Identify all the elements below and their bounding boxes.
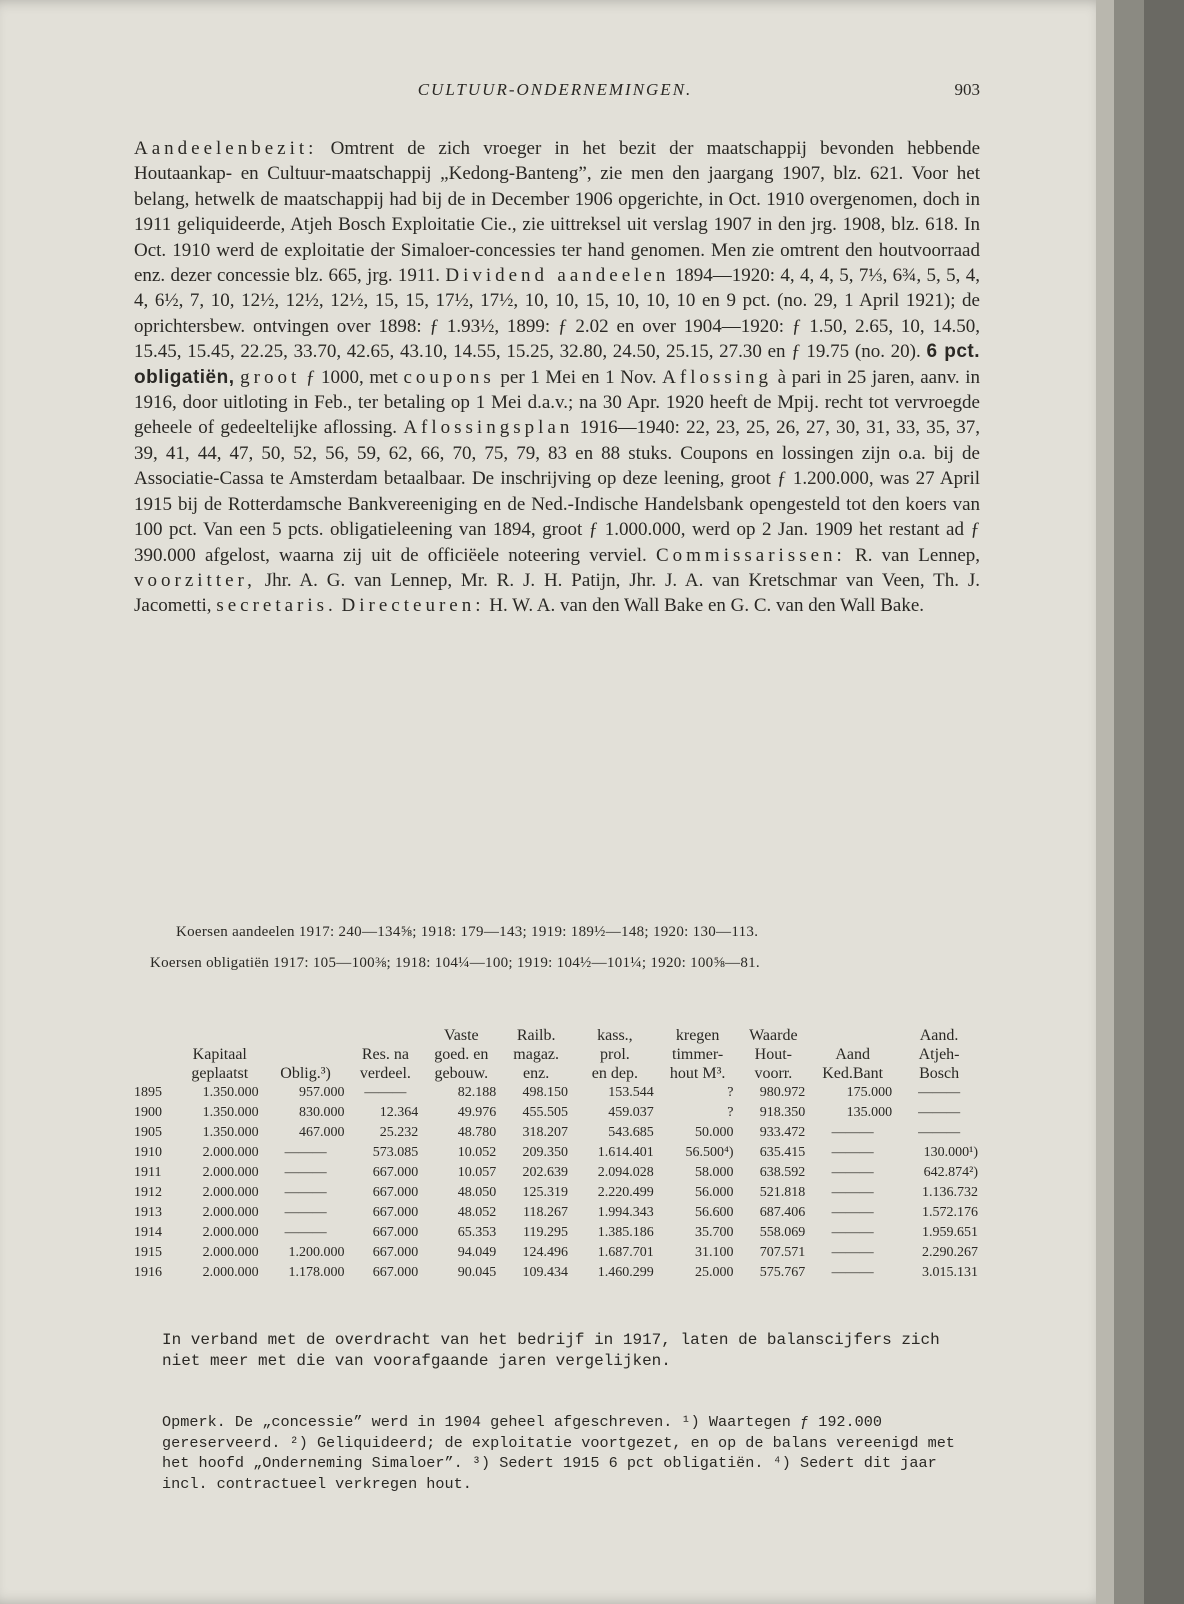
cell-vaste-goed: 10.052 bbox=[457, 1145, 497, 1160]
cell-oblig: ——— bbox=[284, 1185, 327, 1200]
page-number: 903 bbox=[954, 80, 980, 99]
balance-table bbox=[134, 1026, 982, 1283]
header-cell bbox=[263, 1026, 349, 1045]
cell-railb: 455.505 bbox=[522, 1105, 568, 1120]
cell-houtvoorr: 933.472 bbox=[759, 1125, 806, 1140]
header-c7-l1: kregen bbox=[675, 1027, 720, 1044]
header-c1-l2: Kapitaal bbox=[192, 1046, 247, 1063]
cell-kapitaal: 2.000.000 bbox=[202, 1185, 259, 1200]
header-c5-l1: Railb. bbox=[516, 1027, 556, 1044]
cell-railb: 118.267 bbox=[523, 1205, 568, 1220]
cell-timmerhout: 25.000 bbox=[694, 1265, 734, 1280]
cell-vaste-goed: 48.780 bbox=[457, 1125, 497, 1140]
role-voorzitter: voorzitter, bbox=[134, 569, 256, 591]
cell-atjeh-bosch: 642.874²) bbox=[923, 1165, 978, 1180]
cell-ked-bant: ——— bbox=[831, 1165, 874, 1180]
cell-railb: 209.350 bbox=[522, 1145, 568, 1160]
cell-kass: 153.544 bbox=[608, 1085, 654, 1100]
cell-ked-bant: ——— bbox=[831, 1125, 874, 1140]
cell-kass: 1.614.401 bbox=[597, 1145, 654, 1160]
table-header-row-3 bbox=[134, 1064, 982, 1083]
header-c7-l3: hout M³. bbox=[669, 1065, 726, 1082]
table-row bbox=[134, 1243, 982, 1263]
cell-year: 1900 bbox=[134, 1105, 162, 1120]
cell-kass: 543.685 bbox=[608, 1125, 654, 1140]
header-c5-l3: enz. bbox=[523, 1065, 550, 1082]
header-c7-l2: timmer- bbox=[672, 1046, 724, 1063]
header-cell bbox=[809, 1026, 896, 1045]
cell-houtvoorr: 638.592 bbox=[759, 1165, 806, 1180]
section-lead-coupons: coupons bbox=[403, 366, 495, 388]
cell-timmerhout: 58.000 bbox=[694, 1165, 734, 1180]
dividend-text: 1894—1920: 4, 4, 4, 5, 7⅓, 6¾, 5, 5, 4, 4, 6½, 7, 10, 12½, 12½, 12½, 15, 15, 17½, 17½, 10, 10, 15, 10, 10, 10 en 9 pct. (no. 29, 1 April 1921); de oprichtersbew. ontvingen over 1898: ƒ 1.93½, 1899: ƒ 2.02 en over 1904—1920: ƒ 1.50, 2.65, 10, 14.50, 15.45, 15.45, 22.25, 33.70, 42.65, 43.10, 14.55, 15.25, 32.80, 24.50, 25.15, 27.30 en ƒ 19.75 (no. 20). bbox=[134, 265, 981, 363]
cell-ked-bant: 135.000 bbox=[846, 1105, 893, 1120]
table-row bbox=[134, 1083, 982, 1103]
header-c6-l3: en dep. bbox=[591, 1065, 638, 1082]
cell-atjeh-bosch: 2.290.267 bbox=[922, 1245, 978, 1260]
header-c6-l2: prol. bbox=[600, 1046, 630, 1063]
book-cover-edge bbox=[1144, 0, 1184, 1604]
header-c2-l3: Oblig.³) bbox=[280, 1065, 331, 1082]
section-lead-aflossingsplan: Aflossingsplan bbox=[403, 417, 574, 439]
header-c8-l3: voorr. bbox=[754, 1065, 793, 1082]
cell-vaste-goed: 48.052 bbox=[457, 1205, 497, 1220]
cell-houtvoorr: 635.415 bbox=[759, 1145, 806, 1160]
section-lead-aflossing: Aflossing bbox=[662, 366, 773, 388]
obligatien-heading: 6 pct. obligatiën, bbox=[134, 341, 981, 388]
cell-railb: 119.295 bbox=[523, 1225, 568, 1240]
header-c9-l3: Ked.Bant bbox=[822, 1065, 884, 1082]
cell-reserve: ——— bbox=[364, 1085, 407, 1100]
aflossing-text: à pari in 25 jaren, aanv. in 1916, door uitloting in Feb., ter betaling op 1 Mei d.a.v.; na 30 Apr. 1920 heeft de Mpij. recht tot vervroegde geheele of gedeeltelijke aflossing. bbox=[134, 366, 980, 439]
page-edge-1 bbox=[1096, 0, 1114, 1604]
header-c10-l3: Bosch bbox=[919, 1065, 960, 1082]
cell-vaste-goed: 94.049 bbox=[457, 1245, 497, 1260]
cell-atjeh-bosch: ——— bbox=[918, 1105, 961, 1120]
commissarissen-text: R. van Lennep, bbox=[845, 544, 981, 566]
table-row bbox=[134, 1143, 982, 1163]
cell-vaste-goed: 49.976 bbox=[457, 1105, 497, 1120]
koersen-aandeelen: Koersen aandeelen 1917: 240—134⅝; 1918: 179—143; 1919: 189½—148; 1920: 130—113. bbox=[176, 924, 759, 940]
section-lead-groot: groot bbox=[240, 366, 301, 388]
running-title: CULTUUR-ONDERNEMINGEN. bbox=[417, 80, 693, 99]
cell-houtvoorr: 575.767 bbox=[759, 1265, 806, 1280]
cell-ked-bant: ——— bbox=[831, 1145, 874, 1160]
table-header-row-2 bbox=[134, 1045, 982, 1064]
table-row bbox=[134, 1203, 982, 1223]
role-secretaris: secretaris. bbox=[216, 595, 337, 617]
cell-kapitaal: 2.000.000 bbox=[202, 1245, 259, 1260]
header-c4-l1: Vaste bbox=[443, 1027, 479, 1044]
header-cell bbox=[177, 1026, 263, 1045]
table-body bbox=[134, 1083, 982, 1283]
cell-houtvoorr: 980.972 bbox=[759, 1085, 806, 1100]
header-c8-l1: Waarde bbox=[749, 1027, 798, 1044]
cell-timmerhout: 56.500⁴) bbox=[685, 1145, 734, 1160]
cell-railb: 202.639 bbox=[522, 1165, 568, 1180]
page-header bbox=[130, 80, 980, 110]
page-edge-2 bbox=[1114, 0, 1144, 1604]
cell-kass: 2.220.499 bbox=[597, 1185, 654, 1200]
cell-ked-bant: ——— bbox=[831, 1185, 874, 1200]
cell-kapitaal: 2.000.000 bbox=[202, 1265, 259, 1280]
groot-text: ƒ 1000, met bbox=[300, 366, 404, 388]
cell-reserve: 573.085 bbox=[372, 1145, 419, 1160]
section-lead-dividend: Dividend aandeelen bbox=[445, 265, 670, 287]
cell-kapitaal: 1.350.000 bbox=[202, 1125, 259, 1140]
cell-reserve: 667.000 bbox=[372, 1225, 419, 1240]
cell-kass: 1.994.343 bbox=[597, 1205, 654, 1220]
cell-ked-bant: ——— bbox=[831, 1225, 874, 1240]
cell-vaste-goed: 10.057 bbox=[457, 1165, 497, 1180]
cell-kass: 459.037 bbox=[608, 1105, 654, 1120]
header-c8-l2: Hout- bbox=[754, 1046, 792, 1063]
cell-ked-bant: ——— bbox=[831, 1265, 874, 1280]
header-c3-l3: verdeel. bbox=[359, 1065, 411, 1082]
balance-table-wrapper bbox=[134, 1026, 982, 1283]
header-cell bbox=[348, 1026, 422, 1045]
table-row bbox=[134, 1163, 982, 1183]
cell-atjeh-bosch: 1.572.176 bbox=[922, 1205, 978, 1220]
header-cell bbox=[134, 1064, 177, 1083]
cell-ked-bant: ——— bbox=[831, 1205, 874, 1220]
header-c3-l2: Res. na bbox=[361, 1046, 409, 1063]
header-c6-l1: kass., bbox=[597, 1027, 633, 1044]
cell-oblig: 467.000 bbox=[298, 1125, 345, 1140]
cell-atjeh-bosch: 1.959.651 bbox=[922, 1225, 978, 1240]
section-lead-commissarissen: Commissarissen: bbox=[655, 544, 846, 566]
cell-kapitaal: 2.000.000 bbox=[202, 1205, 259, 1220]
cell-ked-bant: 175.000 bbox=[846, 1085, 893, 1100]
header-c5-l2: magaz. bbox=[513, 1046, 560, 1063]
cell-houtvoorr: 521.818 bbox=[759, 1185, 806, 1200]
cell-vaste-goed: 90.045 bbox=[457, 1265, 497, 1280]
cell-timmerhout: 56.000 bbox=[694, 1185, 734, 1200]
header-cell bbox=[263, 1045, 349, 1064]
table-row bbox=[134, 1263, 982, 1283]
cell-year: 1914 bbox=[134, 1225, 162, 1240]
commissarissen-text-2: Jhr. A. G. van Lennep, Mr. R. J. H. Patijn, Jhr. J. A. van Kretschmar van Veen, Th. J. Jacometti, bbox=[134, 569, 980, 617]
cell-railb: 498.150 bbox=[522, 1085, 568, 1100]
cell-timmerhout: 31.100 bbox=[694, 1245, 734, 1260]
cell-reserve: 667.000 bbox=[372, 1185, 419, 1200]
koersen-obligatien: Koersen obligatiën 1917: 105—100⅜; 1918: 104¼—100; 1919: 104½—101¼; 1920: 100⅝—81. bbox=[150, 955, 760, 971]
section-lead-directeuren: Directeuren: bbox=[341, 595, 485, 617]
cell-railb: 125.319 bbox=[522, 1185, 568, 1200]
header-c10-l1: Aand. bbox=[919, 1027, 959, 1044]
header-c1-l3: geplaatst bbox=[191, 1065, 249, 1082]
directeuren-text: H. W. A. van den Wall Bake en G. C. van den Wall Bake. bbox=[484, 595, 924, 617]
cell-railb: 318.207 bbox=[522, 1125, 568, 1140]
cell-kapitaal: 1.350.000 bbox=[202, 1105, 259, 1120]
cell-timmerhout: ? bbox=[727, 1085, 734, 1100]
header-c9-l2: Aand bbox=[835, 1046, 870, 1063]
cell-year: 1912 bbox=[134, 1185, 162, 1200]
cell-houtvoorr: 918.350 bbox=[759, 1105, 806, 1120]
cell-atjeh-bosch: ——— bbox=[918, 1125, 961, 1140]
cell-reserve: 667.000 bbox=[372, 1245, 419, 1260]
cell-reserve: 667.000 bbox=[372, 1165, 419, 1180]
cell-kass: 1.687.701 bbox=[597, 1245, 654, 1260]
cell-oblig: 830.000 bbox=[298, 1105, 345, 1120]
section-lead-aandeelenbezit: Aandeelenbezit: bbox=[134, 138, 318, 159]
cell-year: 1905 bbox=[134, 1125, 162, 1140]
cell-vaste-goed: 48.050 bbox=[457, 1185, 497, 1200]
cell-year: 1916 bbox=[134, 1265, 162, 1280]
cell-timmerhout: ? bbox=[727, 1105, 734, 1120]
cell-reserve: 667.000 bbox=[372, 1265, 419, 1280]
cell-kapitaal: 2.000.000 bbox=[202, 1165, 259, 1180]
table-row bbox=[134, 1223, 982, 1243]
table-row bbox=[134, 1123, 982, 1143]
cell-reserve: 667.000 bbox=[372, 1205, 419, 1220]
cell-oblig: ——— bbox=[284, 1205, 327, 1220]
note-opmerk: Opmerk. De „concessie” werd in 1904 geheel afgeschreven. ¹) Waartegen ƒ 192.000 gereserveerd. ²) Geliquideerd; de exploitatie voortgezet, en op de balans vereenigd met het hoofd „Onderneming Simaloer”. ³) Sedert 1915 6 pct obligatiën. ⁴) Sedert dit jaar incl. contractueel verkregen hout. bbox=[162, 1413, 955, 1493]
cell-houtvoorr: 687.406 bbox=[759, 1205, 806, 1220]
header-c10-l2: Atjeh- bbox=[918, 1046, 960, 1063]
cell-oblig: 957.000 bbox=[298, 1085, 345, 1100]
header-c4-l2: goed. en bbox=[434, 1046, 489, 1063]
header-cell bbox=[134, 1026, 177, 1045]
cell-kass: 2.094.028 bbox=[597, 1165, 654, 1180]
header-c4-l3: gebouw. bbox=[434, 1065, 489, 1082]
cell-year: 1913 bbox=[134, 1205, 162, 1220]
cell-year: 1895 bbox=[134, 1085, 162, 1100]
cell-kass: 1.385.186 bbox=[597, 1225, 654, 1240]
cell-oblig: 1.178.000 bbox=[288, 1265, 345, 1280]
header-cell bbox=[134, 1045, 177, 1064]
cell-atjeh-bosch: 3.015.131 bbox=[922, 1265, 978, 1280]
cell-houtvoorr: 707.571 bbox=[759, 1245, 806, 1260]
cell-timmerhout: 56.600 bbox=[694, 1205, 734, 1220]
coupons-text: per 1 Mei en 1 Nov. bbox=[494, 366, 663, 388]
cell-oblig: ——— bbox=[284, 1225, 327, 1240]
cell-atjeh-bosch: 130.000¹) bbox=[923, 1145, 978, 1160]
cell-ked-bant: ——— bbox=[831, 1245, 874, 1260]
cell-timmerhout: 35.700 bbox=[694, 1225, 734, 1240]
cell-timmerhout: 50.000 bbox=[694, 1125, 734, 1140]
cell-vaste-goed: 82.188 bbox=[457, 1085, 497, 1100]
table-row bbox=[134, 1183, 982, 1203]
aflossingsplan-text: 1916—1940: 22, 23, 25, 26, 27, 30, 31, 33, 35, 37, 39, 41, 44, 47, 50, 52, 56, 59, 62, 66, 70, 75, 79, 83 en 88 stuks. Coupons en lossingen zijn o.a. bij de Associatie-Cassa te Amsterdam betaalbaar. De inschrijving op deze leening, groot ƒ 1.200.000, was 27 April 1915 bij de Rotterdamsche Bankvereeniging en de Ned.-Indische Handelsbank opengesteld tot den koers van 100 pct. Van een 5 pcts. obligatieleening van 1894, groot ƒ 1.000.000, werd op 2 Jan. 1909 het restant ad ƒ 390.000 afgelost, waarna zij uit de officiëele noteering verviel. bbox=[134, 417, 980, 566]
table-header-row-1 bbox=[134, 1026, 982, 1045]
cell-atjeh-bosch: 1.136.732 bbox=[922, 1185, 978, 1200]
cell-vaste-goed: 65.353 bbox=[457, 1225, 497, 1240]
cell-railb: 109.434 bbox=[522, 1265, 568, 1280]
cell-kass: 1.460.299 bbox=[597, 1265, 654, 1280]
cell-reserve: 12.364 bbox=[379, 1105, 419, 1120]
cell-oblig: ——— bbox=[284, 1145, 327, 1160]
cell-oblig: ——— bbox=[284, 1165, 327, 1180]
cell-reserve: 25.232 bbox=[379, 1125, 419, 1140]
cell-kapitaal: 2.000.000 bbox=[202, 1225, 259, 1240]
aandeelenbezit-text: Omtrent de zich vroeger in het bezit der maatschappij bevonden hebbende Houtaankap- en Cultuur-maatschappij „Kedong-Banteng”, zie men den jaargang 1907, blz. 621. Voor het belang, hetwelk de maatschappij had bij de in December 1906 opgerichte, in Oct. 1910 overgenomen, doch in 1911 geliquideerde, Atjeh Bosch Exploitatie Cie., zie uittreksel uit verslag 1907 in den jrg. 1908, blz. 618. In Oct. 1910 werd de exploitatie der Simaloer-concessies ter hand genomen. Men zie omtrent den houtvoorraad enz. dezer concessie blz. 665, jrg. 1911. bbox=[134, 138, 980, 287]
company-description bbox=[134, 136, 980, 619]
cell-houtvoorr: 558.069 bbox=[759, 1225, 806, 1240]
cell-kapitaal: 2.000.000 bbox=[202, 1145, 259, 1160]
note-verband: In verband met de overdracht van het bedrijf in 1917, laten de balanscijfers zich niet meer met die van voorafgaande jaren vergelijken. bbox=[162, 1331, 940, 1370]
cell-railb: 124.496 bbox=[522, 1245, 568, 1260]
cell-year: 1910 bbox=[134, 1145, 162, 1160]
cell-year: 1911 bbox=[134, 1165, 162, 1180]
cell-oblig: 1.200.000 bbox=[288, 1245, 345, 1260]
cell-year: 1915 bbox=[134, 1245, 162, 1260]
table-row bbox=[134, 1103, 982, 1123]
cell-kapitaal: 1.350.000 bbox=[202, 1085, 259, 1100]
cell-atjeh-bosch: ——— bbox=[918, 1085, 961, 1100]
